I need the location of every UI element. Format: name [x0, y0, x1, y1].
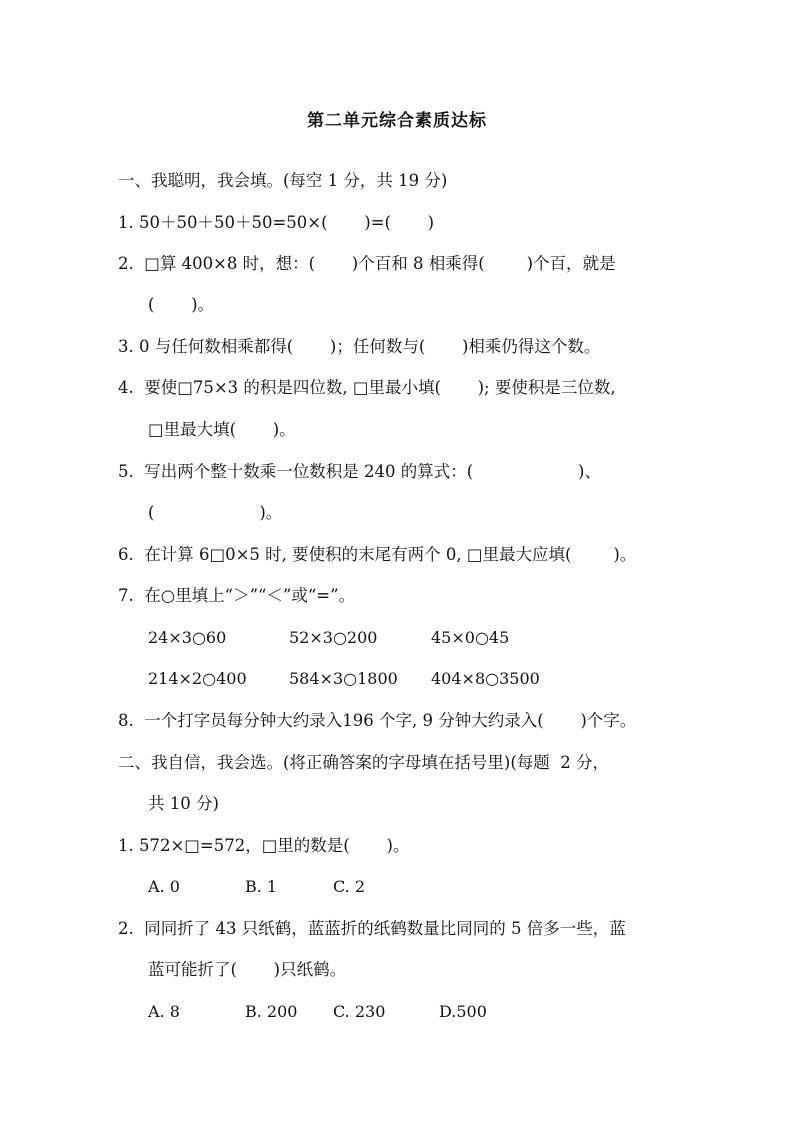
question-1-1: 1. 50＋50＋50＋50=50×( )=( )	[118, 213, 435, 232]
compare-item: 214×2○400	[148, 669, 247, 688]
question-1-4: 4. 要使□75×3 的积是四位数, □里最小填( ); 要使积是三位数,	[118, 378, 616, 397]
option-a: A. 8	[148, 1002, 180, 1021]
option-a: A. 0	[148, 877, 180, 896]
question-2-2-cont: 蓝可能折了( )只纸鹤。	[148, 960, 347, 979]
option-b: B. 1	[245, 877, 278, 896]
page-title: 第二单元综合素质达标	[307, 111, 487, 131]
section1-heading: 一、我聪明，我会填。(每空 1 分，共 19 分)	[118, 171, 448, 190]
question-1-2: 2. □算 400×8 时，想：( )个百和 8 相乘得( )个百，就是	[118, 254, 616, 273]
option-c: C. 230	[333, 1002, 386, 1021]
question-1-5-cont: ( )。	[148, 503, 283, 522]
compare-item: 24×3○60	[148, 628, 227, 647]
question-1-7: 7. 在○里填上“＞”“＜”或“=”。	[118, 586, 356, 605]
question-2-1: 1. 572×□=572，□里的数是( )。	[118, 836, 410, 855]
question-1-5: 5. 写出两个整十数乘一位数积是 240 的算式：( )、	[118, 462, 601, 481]
compare-item: 52×3○200	[289, 628, 378, 647]
option-c: C. 2	[333, 877, 366, 896]
question-1-2-cont: ( )。	[148, 295, 215, 314]
question-1-4-cont: □里最大填( )。	[148, 420, 296, 439]
question-1-8: 8. 一个打字员每分钟大约录入196 个字, 9 分钟大约录入( )个字。	[118, 711, 637, 730]
section2-heading: 二、我自信，我会选。(将正确答案的字母填在括号里)(每题 2 分，	[118, 753, 610, 772]
option-b: B. 200	[245, 1002, 298, 1021]
option-d: D.500	[439, 1002, 487, 1021]
compare-item: 404×8○3500	[431, 669, 540, 688]
question-1-3: 3. 0 与任何数相乘都得( )；任何数与( )相乘仍得这个数。	[118, 337, 601, 356]
section2-heading-cont: 共 10 分)	[148, 794, 219, 813]
compare-item: 45×0○45	[431, 628, 510, 647]
compare-item: 584×3○1800	[289, 669, 398, 688]
question-1-6: 6. 在计算 6□0×5 时, 要使积的末尾有两个 0, □里最大应填( )。	[118, 545, 637, 564]
question-2-2: 2. 同同折了 43 只纸鹤，蓝蓝折的纸鹤数量比同同的 5 倍多一些，蓝	[118, 919, 626, 938]
